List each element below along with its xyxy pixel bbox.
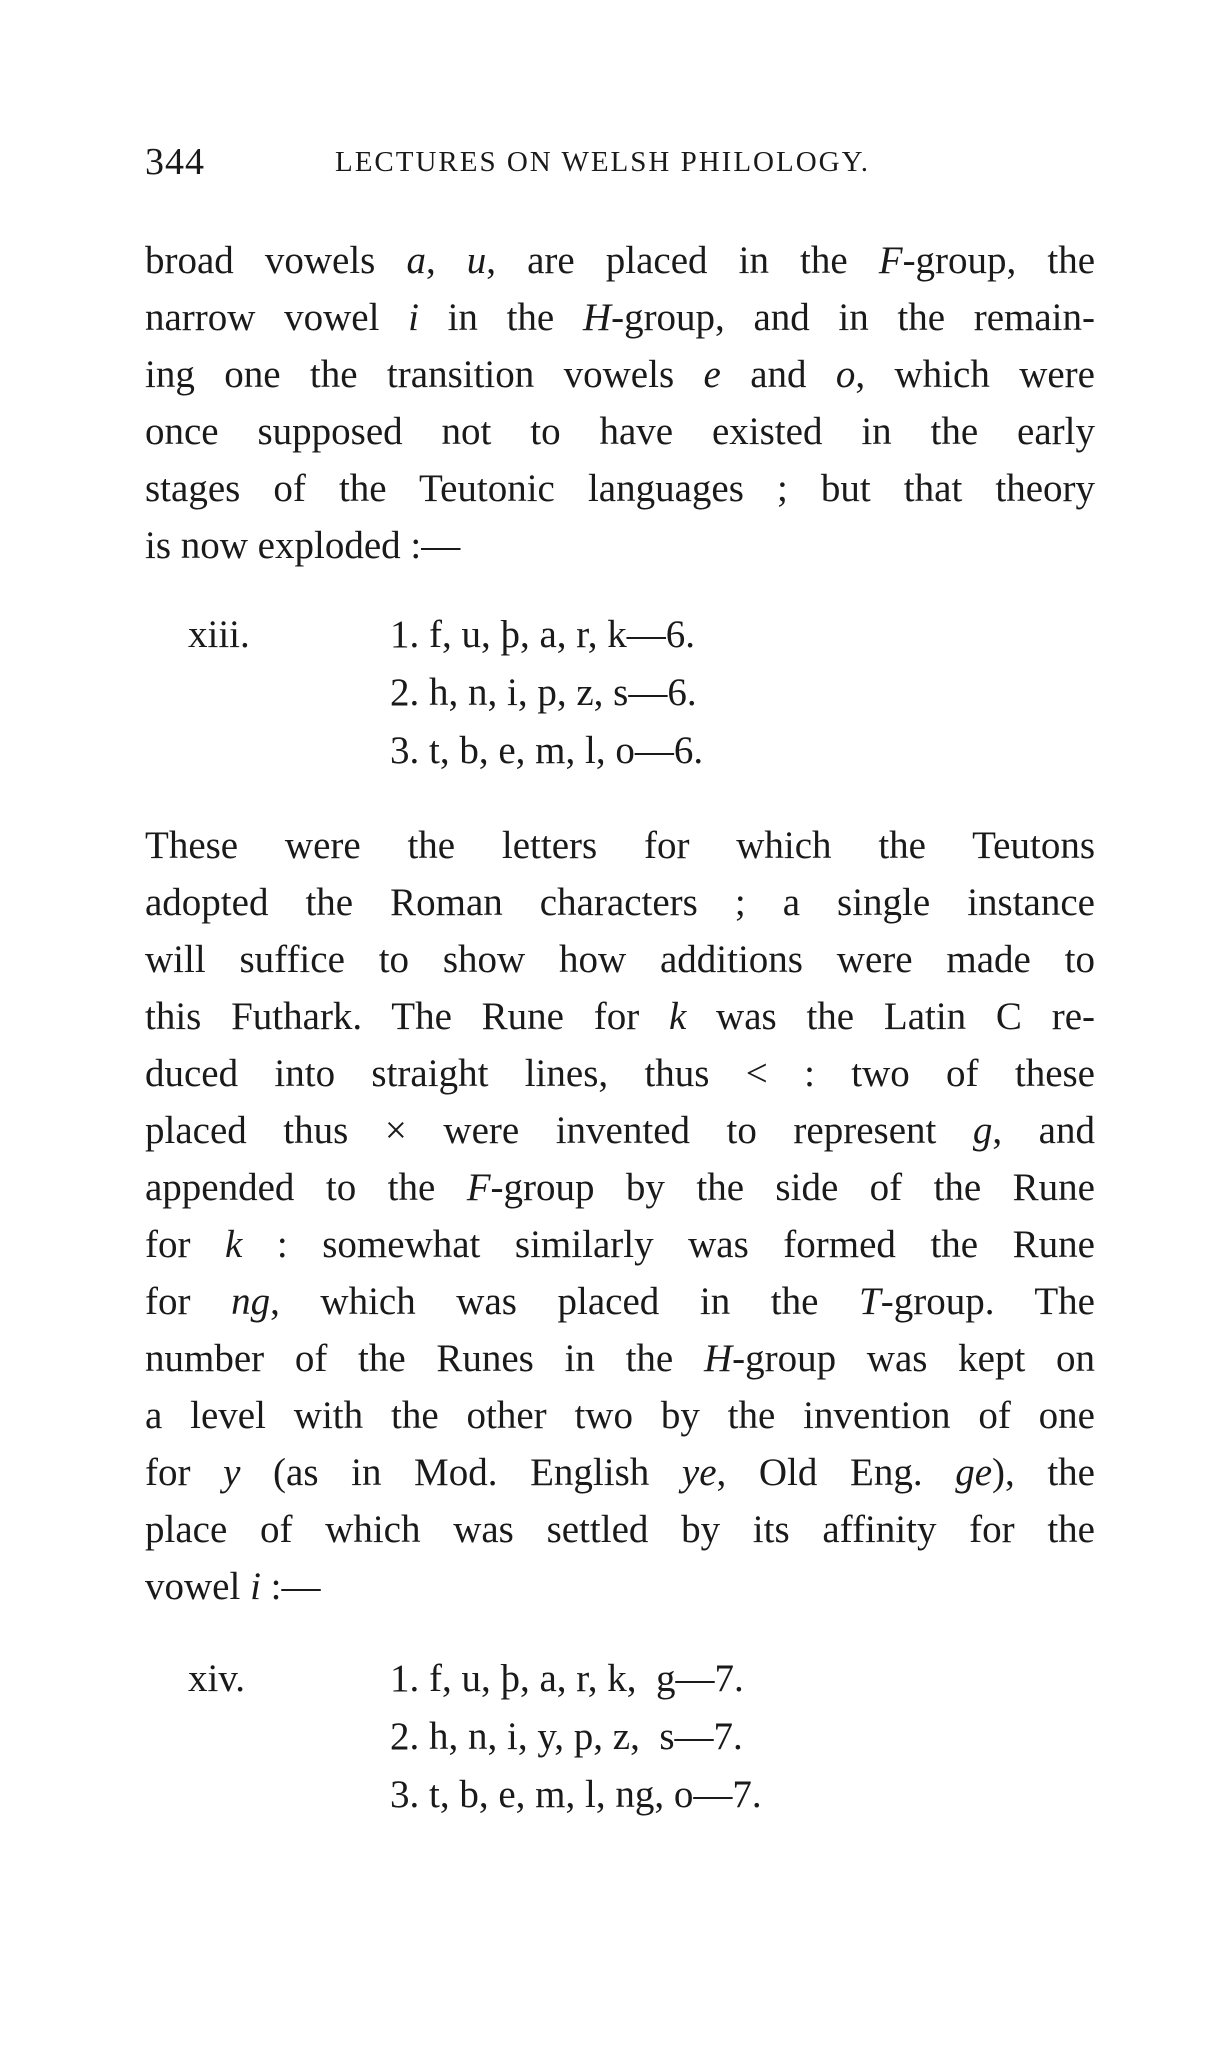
page-header <box>145 140 1095 190</box>
table-rows <box>390 1656 762 1830</box>
table-numeral: xiv. <box>188 1657 246 1700</box>
paragraph-2 <box>145 817 1095 1615</box>
text-line: this Futhark. The Rune for k was the Latin C re- <box>145 995 1095 1038</box>
text-line: duced into straight lines, thus < : two of these <box>145 1052 1095 1095</box>
text-line: a level with the other two by the invention of one <box>145 1394 1095 1437</box>
text-line: will suffice to show how additions were made to <box>145 938 1095 981</box>
text-line: for y (as in Mod. English ye, Old Eng. ge), the <box>145 1451 1095 1494</box>
paragraph-1 <box>145 232 1095 574</box>
text-line: number of the Runes in the H-group was kept on <box>145 1337 1095 1380</box>
text-line: stages of the Teutonic languages ; but that theory <box>145 467 1095 510</box>
text-line: place of which was settled by its affinity for the <box>145 1508 1095 1551</box>
text-line: adopted the Roman characters ; a single instance <box>145 881 1095 924</box>
table-row: 1. f, u, þ, a, r, k—6. <box>390 613 695 656</box>
text-line: placed thus × were invented to represent g, and <box>145 1109 1095 1152</box>
text-line: narrow vowel i in the H-group, and in the remain- <box>145 296 1096 339</box>
page-number: 344 <box>145 141 205 183</box>
table-row: 3. t, b, e, m, l, o—6. <box>390 729 704 772</box>
text-line: for ng, which was placed in the T-group. The <box>145 1280 1095 1323</box>
table-row: 1. f, u, þ, a, r, k, g—7. <box>390 1657 744 1700</box>
table-numeral: xiii. <box>188 613 250 656</box>
text-line: once supposed not to have existed in the early <box>145 410 1095 453</box>
text-line: ing one the transition vowels e and o, which were <box>145 353 1095 396</box>
text-line: is now exploded :— <box>145 524 461 567</box>
table-rows <box>390 612 703 786</box>
text-line: broad vowels a, u, are placed in the F-group, the <box>145 239 1096 282</box>
text-line: vowel i :— <box>145 1565 321 1608</box>
table-row: 2. h, n, i, p, z, s—6. <box>390 671 697 714</box>
running-title: LECTURES ON WELSH PHILOLOGY. <box>335 146 871 178</box>
text-line: appended to the F-group by the side of the Rune <box>145 1166 1095 1209</box>
text-line: These were the letters for which the Teutons <box>145 824 1095 867</box>
table-row: 3. t, b, e, m, l, ng, o—7. <box>390 1773 762 1816</box>
table-row: 2. h, n, i, y, p, z, s—7. <box>390 1715 743 1758</box>
text-line: for k : somewhat similarly was formed the Rune <box>145 1223 1095 1266</box>
